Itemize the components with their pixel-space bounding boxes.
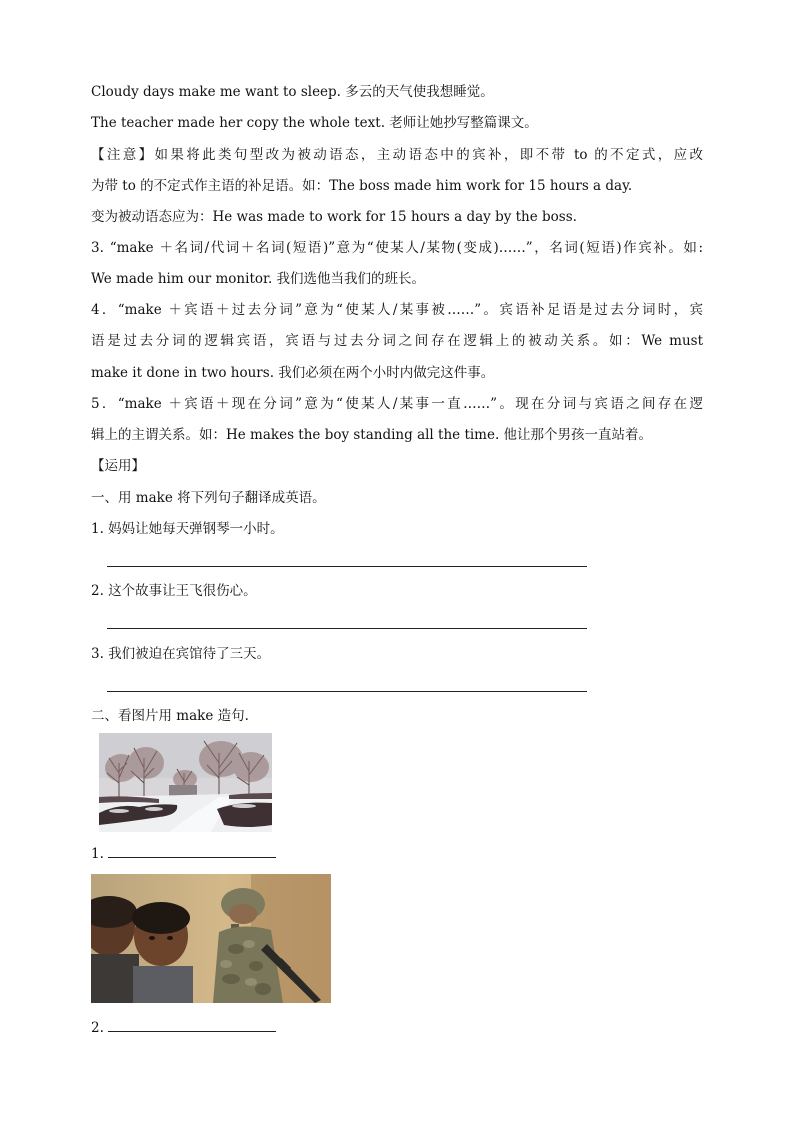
answer-line-1[interactable] <box>107 566 587 567</box>
example-sentence-cloudy: Cloudy days make me want to sleep. 多云的天气使我想睡觉。 <box>91 84 494 100</box>
picture-answer-line-1[interactable] <box>108 843 276 858</box>
rule-3-line-1: 3. “make ＋名词/代词＋名词(短语)”意为“使某人/某物(变成)……”，名词(短语)作宾补。如: <box>91 240 703 256</box>
answer-line-3[interactable] <box>107 691 587 692</box>
picture-sentence-2-number: 2. <box>91 1020 104 1036</box>
note-paragraph-line-1: 【注意】如果将此类句型改为被动语态，主动语态中的宾补，即不带 to 的不定式，应改 <box>91 147 703 163</box>
children-soldier-image <box>91 874 331 1003</box>
children-soldier-graphic <box>91 874 331 1003</box>
translation-item-2: 2. 这个故事让王飞很伤心。 <box>91 583 257 599</box>
answer-line-2[interactable] <box>107 628 587 629</box>
rule-5-line-2: 辑上的主谓关系。如：He makes the boy standing all the time. 他让那个男孩一直站着。 <box>91 427 653 443</box>
picture-answer-line-2[interactable] <box>108 1017 276 1032</box>
picture-sentence-2 <box>91 1017 703 1038</box>
example-sentence-teacher: The teacher made her copy the whole text. 老师让她抄写整篇课文。 <box>91 115 538 131</box>
rule-5-line-1: 5．“make ＋宾语＋现在分词”意为“使某人/某事一直……”。现在分词与宾语之间存在逻 <box>91 396 703 412</box>
rule-4-example: make it done in two hours. 我们必须在两个小时内做完这件事。 <box>91 365 495 381</box>
translation-item-1: 1. 妈妈让她每天弹钢琴一小时。 <box>91 521 284 537</box>
translation-item-3: 3. 我们被迫在宾馆待了三天。 <box>91 646 271 662</box>
picture-sentence-1 <box>91 843 703 864</box>
passive-voice-example: 变为被动语态应为：He was made to work for 15 hours a day by the boss. <box>91 209 577 225</box>
section-1-title: 一、用 make 将下列句子翻译成英语。 <box>91 490 326 506</box>
application-heading: 【运用】 <box>91 458 145 474</box>
section-2-title: 二、看图片用 make 造句. <box>91 708 249 724</box>
picture-sentence-1-number: 1. <box>91 846 104 862</box>
rule-3-example: We made him our monitor. 我们选他当我们的班长。 <box>91 271 426 287</box>
note-paragraph-line-2: 为带 to 的不定式作主语的补足语。如：The boss made him work for 15 hours a day. <box>91 178 633 194</box>
rule-4-line-2: 语是过去分词的逻辑宾语，宾语与过去分词之间存在逻辑上的被动关系。如：We must <box>91 333 703 349</box>
snowy-park-image <box>99 733 272 832</box>
rule-4-line-1: 4．“make ＋宾语＋过去分词”意为“使某人/某事被……”。宾语补足语是过去分词时，宾 <box>91 302 703 318</box>
snowy-park-graphic <box>99 733 272 832</box>
